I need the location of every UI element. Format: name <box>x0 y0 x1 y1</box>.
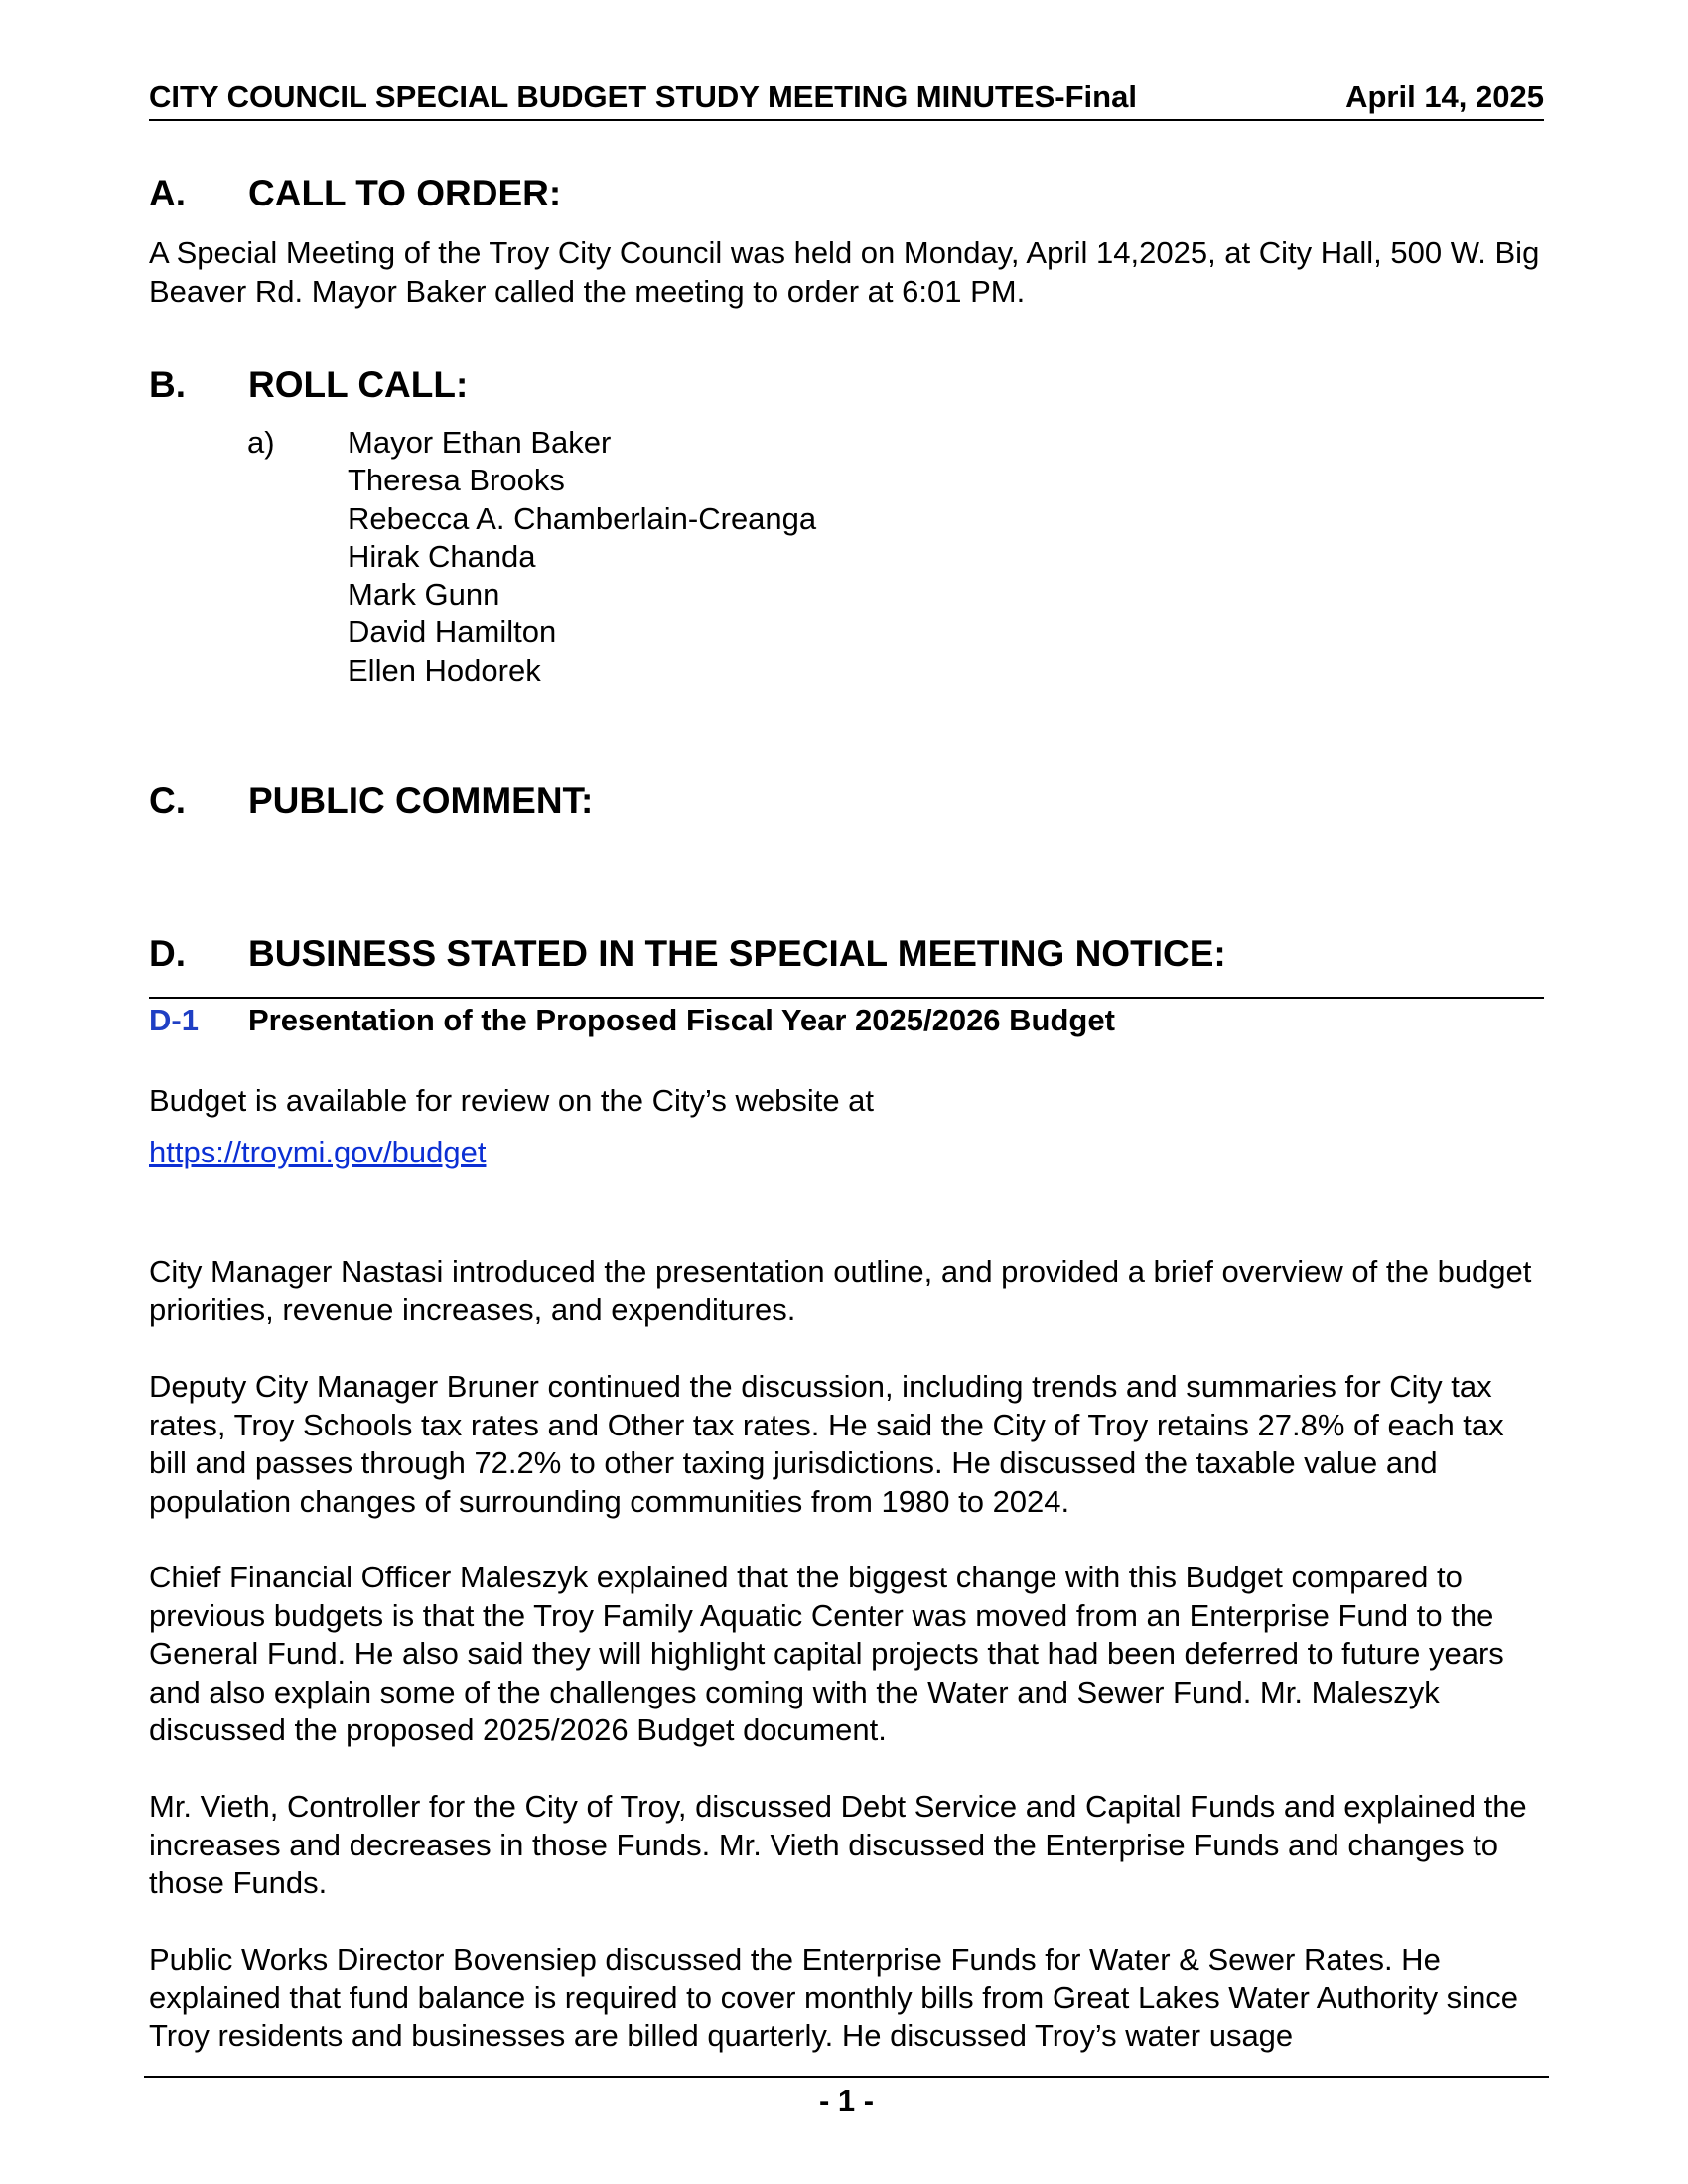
council-member: Mayor Ethan Baker <box>348 425 612 460</box>
council-member: David Hamilton <box>348 614 557 650</box>
council-member: Mark Gunn <box>348 577 500 613</box>
section-heading-call-to-order <box>149 173 561 214</box>
budget-availability-text: Budget is available for review on the City’s website at <box>149 1083 875 1118</box>
section-divider <box>149 997 1544 999</box>
agenda-item-number: D-1 <box>149 1003 199 1037</box>
council-member: Hirak Chanda <box>348 538 536 574</box>
document-title: CITY COUNCIL SPECIAL BUDGET STUDY MEETING MINUTES-Final <box>149 79 1137 114</box>
discussion-paragraph: Deputy City Manager Bruner continued the discussion, including trends and summaries for City tax rates, Troy Schools tax rates and Other tax rates. He said the City of Troy retains 27.8% of each tax bill and passes through 72.2% to other taxing jurisdictions. He discussed the taxable value and population changes of surrounding communities from 1980 to 2024. <box>149 1369 1504 1519</box>
section-letter: C. <box>149 780 186 821</box>
discussion-paragraph: Mr. Vieth, Controller for the City of Troy, discussed Debt Service and Capital Funds and explained the increases and decreases in those Funds. Mr. Vieth discussed the Enterprise Funds and changes to those Funds. <box>149 1789 1527 1900</box>
section-heading-business <box>149 933 1226 975</box>
budget-website-link[interactable]: https://troymi.gov/budget <box>149 1135 487 1169</box>
meeting-date: April 14, 2025 <box>1345 79 1544 114</box>
agenda-item-d1 <box>149 1003 1115 1038</box>
roll-call-list <box>247 424 816 690</box>
discussion-paragraph: Public Works Director Bovensiep discussed the Enterprise Funds for Water & Sewer Rates. He explained that fund balance is required to cover monthly bills from Great Lakes Water Authority since Troy residents and businesses are billed quarterly. He discussed Troy’s water usage <box>149 1942 1519 2053</box>
discussion-paragraph: Chief Financial Officer Maleszyk explained that the biggest change with this Budget compared to previous budgets is that the Troy Family Aquatic Center was moved from an Enterprise Fund to the General Fund. He also said they will highlight capital projects that had been deferred to future years and also explain some of the challenges coming with the Water and Sewer Fund. Mr. Maleszyk discussed the proposed 2025/2026 Budget document. <box>149 1560 1504 1747</box>
council-member: Theresa Brooks <box>348 463 565 498</box>
section-heading-roll-call <box>149 364 468 406</box>
section-title: ROLL CALL: <box>248 364 469 405</box>
council-member: Ellen Hodorek <box>348 652 541 688</box>
section-title: BUSINESS STATED IN THE SPECIAL MEETING NOTICE: <box>248 933 1226 974</box>
section-letter: A. <box>149 173 186 213</box>
list-marker: a) <box>247 425 275 460</box>
section-title: PUBLIC COMMENT: <box>248 780 594 821</box>
section-title: CALL TO ORDER: <box>248 173 562 213</box>
section-letter: D. <box>149 933 186 974</box>
discussion-paragraph: City Manager Nastasi introduced the presentation outline, and provided a brief overview of the budget priorities, revenue increases, and expenditures. <box>149 1254 1532 1327</box>
minutes-page <box>149 0 1544 2184</box>
call-to-order-text: A Special Meeting of the Troy City Council was held on Monday, April 14,2025, at City Hall, 500 W. Big Beaver Rd. Mayor Baker called the meeting to order at 6:01 PM. <box>149 235 1540 309</box>
council-member: Rebecca A. Chamberlain-Creanga <box>348 500 817 536</box>
page-number: - 1 - <box>818 2083 875 2117</box>
footer-divider <box>144 2076 1549 2078</box>
section-letter: B. <box>149 364 186 405</box>
agenda-item-title: Presentation of the Proposed Fiscal Year 2025/2026 Budget <box>248 1003 1115 1037</box>
running-header <box>149 79 1544 121</box>
section-heading-public-comment <box>149 780 593 822</box>
